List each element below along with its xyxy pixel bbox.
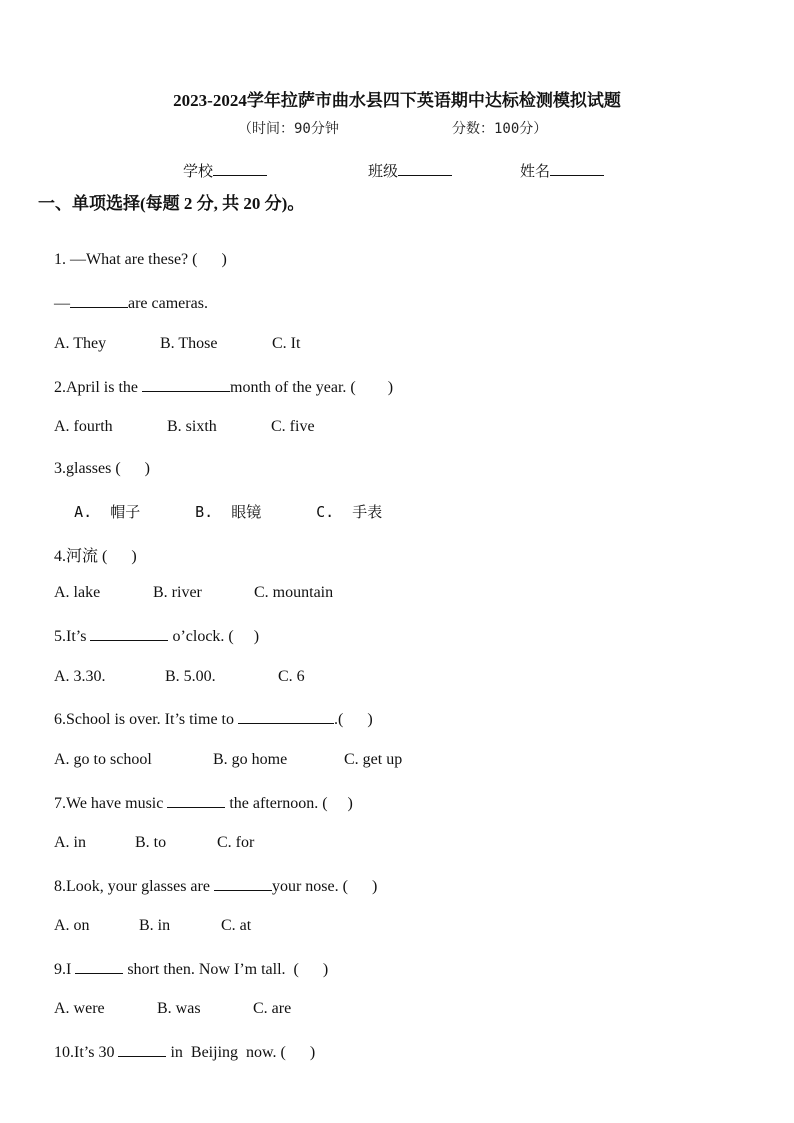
option-b: B. was	[157, 1000, 201, 1017]
exam-score: 分数：100分）	[452, 121, 548, 137]
name-label: 姓名	[520, 164, 551, 180]
option-b: B. 眼镜	[195, 503, 262, 521]
question-text: 7.We have music	[54, 795, 168, 812]
option-c: C. for	[217, 834, 255, 851]
option-a: A. go to school	[54, 751, 152, 768]
school-field	[183, 160, 267, 181]
question-text: 8.Look, your glasses are	[54, 878, 214, 895]
section-heading: 一、单项选择(每题 2 分, 共 20 分)。	[38, 194, 305, 213]
option-c: C. 6	[278, 668, 305, 685]
answer-blank	[70, 293, 128, 308]
question-text: 1. —What are these? ( )	[54, 251, 227, 268]
answer-blank	[238, 709, 334, 724]
answer-blank	[118, 1042, 166, 1057]
answer-blank	[142, 377, 230, 392]
question-text: month of the year. ( )	[230, 379, 394, 396]
question-text: o’clock. ( )	[168, 628, 260, 645]
option-a: A. in	[54, 834, 86, 851]
question-text: in Beijing now. ( )	[166, 1044, 316, 1061]
class-field	[368, 160, 452, 181]
option-a: A. fourth	[54, 418, 113, 435]
option-c: C. It	[272, 335, 301, 352]
question-text: 5.It’s	[54, 628, 91, 645]
class-blank	[398, 161, 452, 176]
option-b: B. sixth	[167, 418, 217, 435]
question-text: 2.April is the	[54, 379, 142, 396]
question-text: short then. Now I’m tall. ( )	[123, 961, 329, 978]
option-a: A. lake	[54, 584, 101, 601]
option-b: B. Those	[160, 335, 218, 352]
question-10-stem	[38, 1024, 315, 1080]
exam-title: 2023-2024学年拉萨市曲水县四下英语期中达标检测模拟试题	[173, 91, 621, 110]
option-b: B. 5.00.	[165, 668, 216, 685]
option-c: C. are	[253, 1000, 292, 1017]
question-text: 3.glasses ( )	[54, 460, 150, 477]
school-label: 学校	[183, 164, 214, 180]
class-label: 班级	[368, 164, 399, 180]
option-c: C. 手表	[316, 503, 383, 521]
answer-blank	[214, 876, 272, 891]
option-b: B. to	[135, 834, 167, 851]
question-text: are cameras.	[128, 295, 208, 312]
name-blank	[550, 161, 604, 176]
question-text: 10.It’s 30	[54, 1044, 119, 1061]
question-text: 6.School is over. It’s time to	[54, 711, 238, 728]
option-a: A. were	[54, 1000, 105, 1017]
question-text: .( )	[334, 711, 373, 728]
option-a: A. on	[54, 917, 90, 934]
answer-blank	[90, 626, 168, 641]
question-text: your nose. ( )	[271, 878, 378, 895]
option-a: A. 帽子	[74, 503, 141, 521]
name-field	[520, 160, 604, 181]
option-b: B. in	[139, 917, 171, 934]
answer-blank	[75, 959, 123, 974]
question-text: 4.河流 ( )	[54, 548, 137, 565]
question-text: 9.I	[54, 961, 76, 978]
option-c: C. mountain	[254, 584, 334, 601]
dash-text: —	[54, 295, 70, 312]
option-c: C. at	[221, 917, 252, 934]
exam-time: （时间：90分钟	[238, 121, 339, 137]
option-c: C. get up	[344, 751, 403, 768]
option-a: A. They	[54, 335, 107, 352]
answer-blank	[167, 793, 225, 808]
option-b: B. river	[153, 584, 202, 601]
option-c: C. five	[271, 418, 315, 435]
option-b: B. go home	[213, 751, 288, 768]
option-a: A. 3.30.	[54, 668, 106, 685]
question-text: the afternoon. ( )	[225, 795, 353, 812]
school-blank	[213, 161, 267, 176]
